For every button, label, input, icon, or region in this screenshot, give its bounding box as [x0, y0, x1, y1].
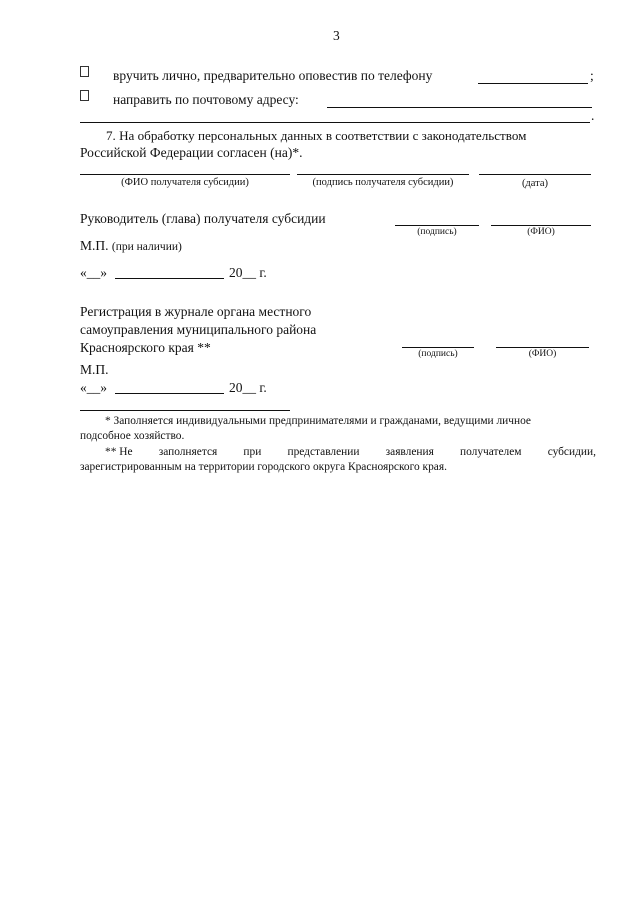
phone-field-line[interactable] [478, 83, 588, 84]
date-label: (дата) [521, 178, 549, 189]
head-mp-note: (при наличии) [111, 241, 182, 253]
registration-date-year: 20__ г. [229, 380, 267, 395]
registration-line1: Регистрация в журнале органа местного [80, 304, 312, 319]
head-date-year: 20__ г. [229, 265, 267, 280]
footnote2-word: субсидии, [547, 446, 596, 458]
footnote-separator [80, 410, 290, 411]
option-send-by-mail-label: направить по почтовому адресу: [113, 92, 299, 107]
footnote2-word: при [243, 446, 262, 458]
registration-date-month-line[interactable] [115, 393, 224, 394]
head-title: Руководитель (глава) получателя субсидии [80, 211, 326, 226]
recipient-signature-line[interactable] [297, 174, 469, 175]
head-date-open: «__» [80, 265, 107, 280]
recipient-fio-label: (ФИО получателя субсидии) [121, 177, 249, 188]
head-date-month-line[interactable] [115, 278, 224, 279]
head-stamp-label [80, 238, 182, 255]
head-mp: М.П. [80, 238, 109, 253]
head-fio-label: (ФИО) [527, 227, 555, 237]
footnote1-line2: подсобное хозяйство. [80, 430, 185, 442]
registration-line2: самоуправления муниципального района [80, 322, 317, 337]
footnote2-word: ** Не [105, 446, 133, 458]
footnote1-line1: * Заполняется индивидуальными предпринимателями и гражданами, ведущими личное [105, 415, 531, 427]
registration-mp: М.П. [80, 362, 109, 377]
address-end-period: . [591, 108, 595, 123]
footnote2-line2: зарегистрированным на территории городского округа Красноярского края. [80, 461, 447, 473]
recipient-signature-label: (подпись получателя субсидии) [312, 177, 454, 188]
registration-date-open: «__» [80, 380, 107, 395]
consent-text-line1: 7. На обработку персональных данных в соответствии с законодательством [106, 128, 527, 143]
address-field-line[interactable] [327, 107, 592, 108]
registration-fio-line[interactable] [496, 347, 589, 348]
registration-signature-label: (подпись) [418, 349, 458, 359]
footnote2-line1 [105, 445, 596, 459]
footnote2-word: заявления [385, 446, 434, 458]
head-signature-line[interactable] [395, 225, 479, 226]
registration-signature-line[interactable] [402, 347, 474, 348]
page-number: 3 [333, 28, 340, 43]
consent-text-line2: Российской Федерации согласен (на)*. [80, 145, 303, 160]
address-continuation-line[interactable] [80, 122, 590, 123]
date-line[interactable] [479, 174, 591, 175]
footnote2-word: получателем [460, 446, 522, 458]
head-fio-line[interactable] [491, 225, 591, 226]
footnote2-word: заполняется [158, 446, 218, 458]
head-signature-label: (подпись) [417, 227, 457, 237]
option1-semicolon: ; [590, 68, 594, 83]
footnote2-word: представлении [287, 446, 360, 458]
recipient-fio-line[interactable] [80, 174, 290, 175]
option-deliver-in-person-label: вручить лично, предварительно оповестив по телефону [113, 68, 433, 83]
checkbox-send-by-mail[interactable] [80, 90, 89, 101]
checkbox-deliver-in-person[interactable] [80, 66, 89, 77]
registration-fio-label: (ФИО) [528, 349, 557, 359]
registration-line3: Красноярского края ** [80, 340, 211, 355]
